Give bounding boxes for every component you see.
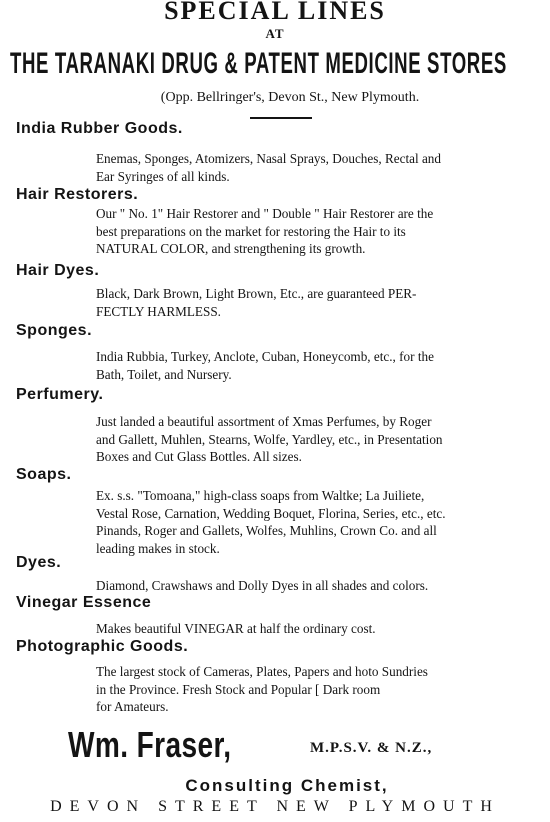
text-line: Our " No. 1" Hair Restorer and " Double " Hair Restorer are the bbox=[96, 206, 434, 221]
text-line: Boxes and Cut Glass Bottles. All sizes. bbox=[96, 449, 302, 464]
text-line: best preparations on the market for restoring the Hair to its bbox=[96, 223, 406, 239]
ad-title: SPECIAL LINES bbox=[164, 0, 386, 25]
proprietor-name: Wm. Fraser, bbox=[68, 724, 232, 765]
section-text-perfumery bbox=[96, 413, 550, 466]
section-text-photographic-goods bbox=[96, 663, 550, 716]
text-line: Black, Dark Brown, Light Brown, Etc., are guaranteed PER- bbox=[96, 286, 417, 301]
section-text-sponges bbox=[96, 348, 550, 383]
text-line: Diamond, Crawshaws and Dolly Dyes in all shades and colors. bbox=[96, 578, 429, 593]
text-line: Vestal Rose, Carnation, Wedding Boquet, Florina, Series, etc., etc. bbox=[96, 505, 446, 521]
text-line: Enemas, Sponges, Atomizers, Nasal Sprays, Douches, Rectal and bbox=[96, 151, 441, 166]
text-line: FECTLY HARMLESS. bbox=[96, 303, 221, 319]
ad-at-label: AT bbox=[265, 26, 285, 41]
section-text-hair-dyes bbox=[96, 285, 550, 320]
section-text-hair-restorers bbox=[96, 205, 550, 258]
text-line: and Gallett, Muhlen, Stearns, Wolfe, Yardley, etc., in Presentation bbox=[96, 431, 443, 447]
store-name: THE TARANAKI DRUG & PATENT MEDICINE STORES bbox=[10, 47, 507, 80]
store-address: (Opp. Bellringer's, Devon St., New Plymouth. bbox=[160, 90, 420, 105]
text-line: Bath, Toilet, and Nursery. bbox=[96, 366, 232, 382]
section-heading-hair-dyes: Hair Dyes. bbox=[16, 262, 100, 279]
text-line: Pinands, Roger and Gallets, Wolfes, Muhlins, Crown Co. and all bbox=[96, 523, 437, 538]
text-line: The largest stock of Cameras, Plates, Papers and hoto Sundries bbox=[96, 664, 428, 679]
section-heading-soaps: Soaps. bbox=[16, 466, 72, 483]
section-heading-vinegar-essence: Vinegar Essence bbox=[16, 594, 152, 611]
section-heading-photographic-goods: Photographic Goods. bbox=[16, 638, 189, 655]
section-heading-dyes: Dyes. bbox=[16, 554, 62, 571]
text-line: Makes beautiful VINEGAR at half the ordinary cost. bbox=[96, 621, 376, 636]
section-text-vinegar-essence bbox=[96, 620, 550, 638]
section-text-dyes bbox=[96, 577, 550, 595]
text-line: Just landed a beautiful assortment of Xmas Perfumes, by Roger bbox=[96, 414, 432, 429]
section-text-soaps bbox=[96, 487, 550, 557]
text-line: India Rubbia, Turkey, Anclote, Cuban, Honeycomb, etc., for the bbox=[96, 349, 434, 364]
proprietor-role: Consulting Chemist, bbox=[185, 776, 389, 795]
section-text-india-rubber bbox=[96, 150, 550, 185]
proprietor-signature bbox=[68, 724, 548, 766]
section-heading-sponges: Sponges. bbox=[16, 322, 93, 339]
street-address: DEVON STREET NEW PLYMOUTH bbox=[50, 798, 500, 815]
text-line: for Amateurs. bbox=[96, 699, 169, 714]
text-line: leading makes in stock. bbox=[96, 540, 220, 556]
section-heading-perfumery: Perfumery. bbox=[16, 386, 104, 403]
section-heading-hair-restorers: Hair Restorers. bbox=[16, 186, 139, 203]
proprietor-credentials: M.P.S.V. & N.Z., bbox=[310, 740, 433, 756]
section-heading-india-rubber: India Rubber Goods. bbox=[16, 120, 183, 137]
text-line: in the Province. Fresh Stock and Popular [ Dark room bbox=[96, 681, 381, 697]
text-line: Ear Syringes of all kinds. bbox=[96, 168, 230, 184]
header-divider bbox=[250, 117, 312, 119]
text-line: NATURAL COLOR, and strengthening its growth. bbox=[96, 241, 366, 256]
text-line: Ex. s.s. "Tomoana," high-class soaps from Waltke; La Juiliete, bbox=[96, 488, 425, 503]
